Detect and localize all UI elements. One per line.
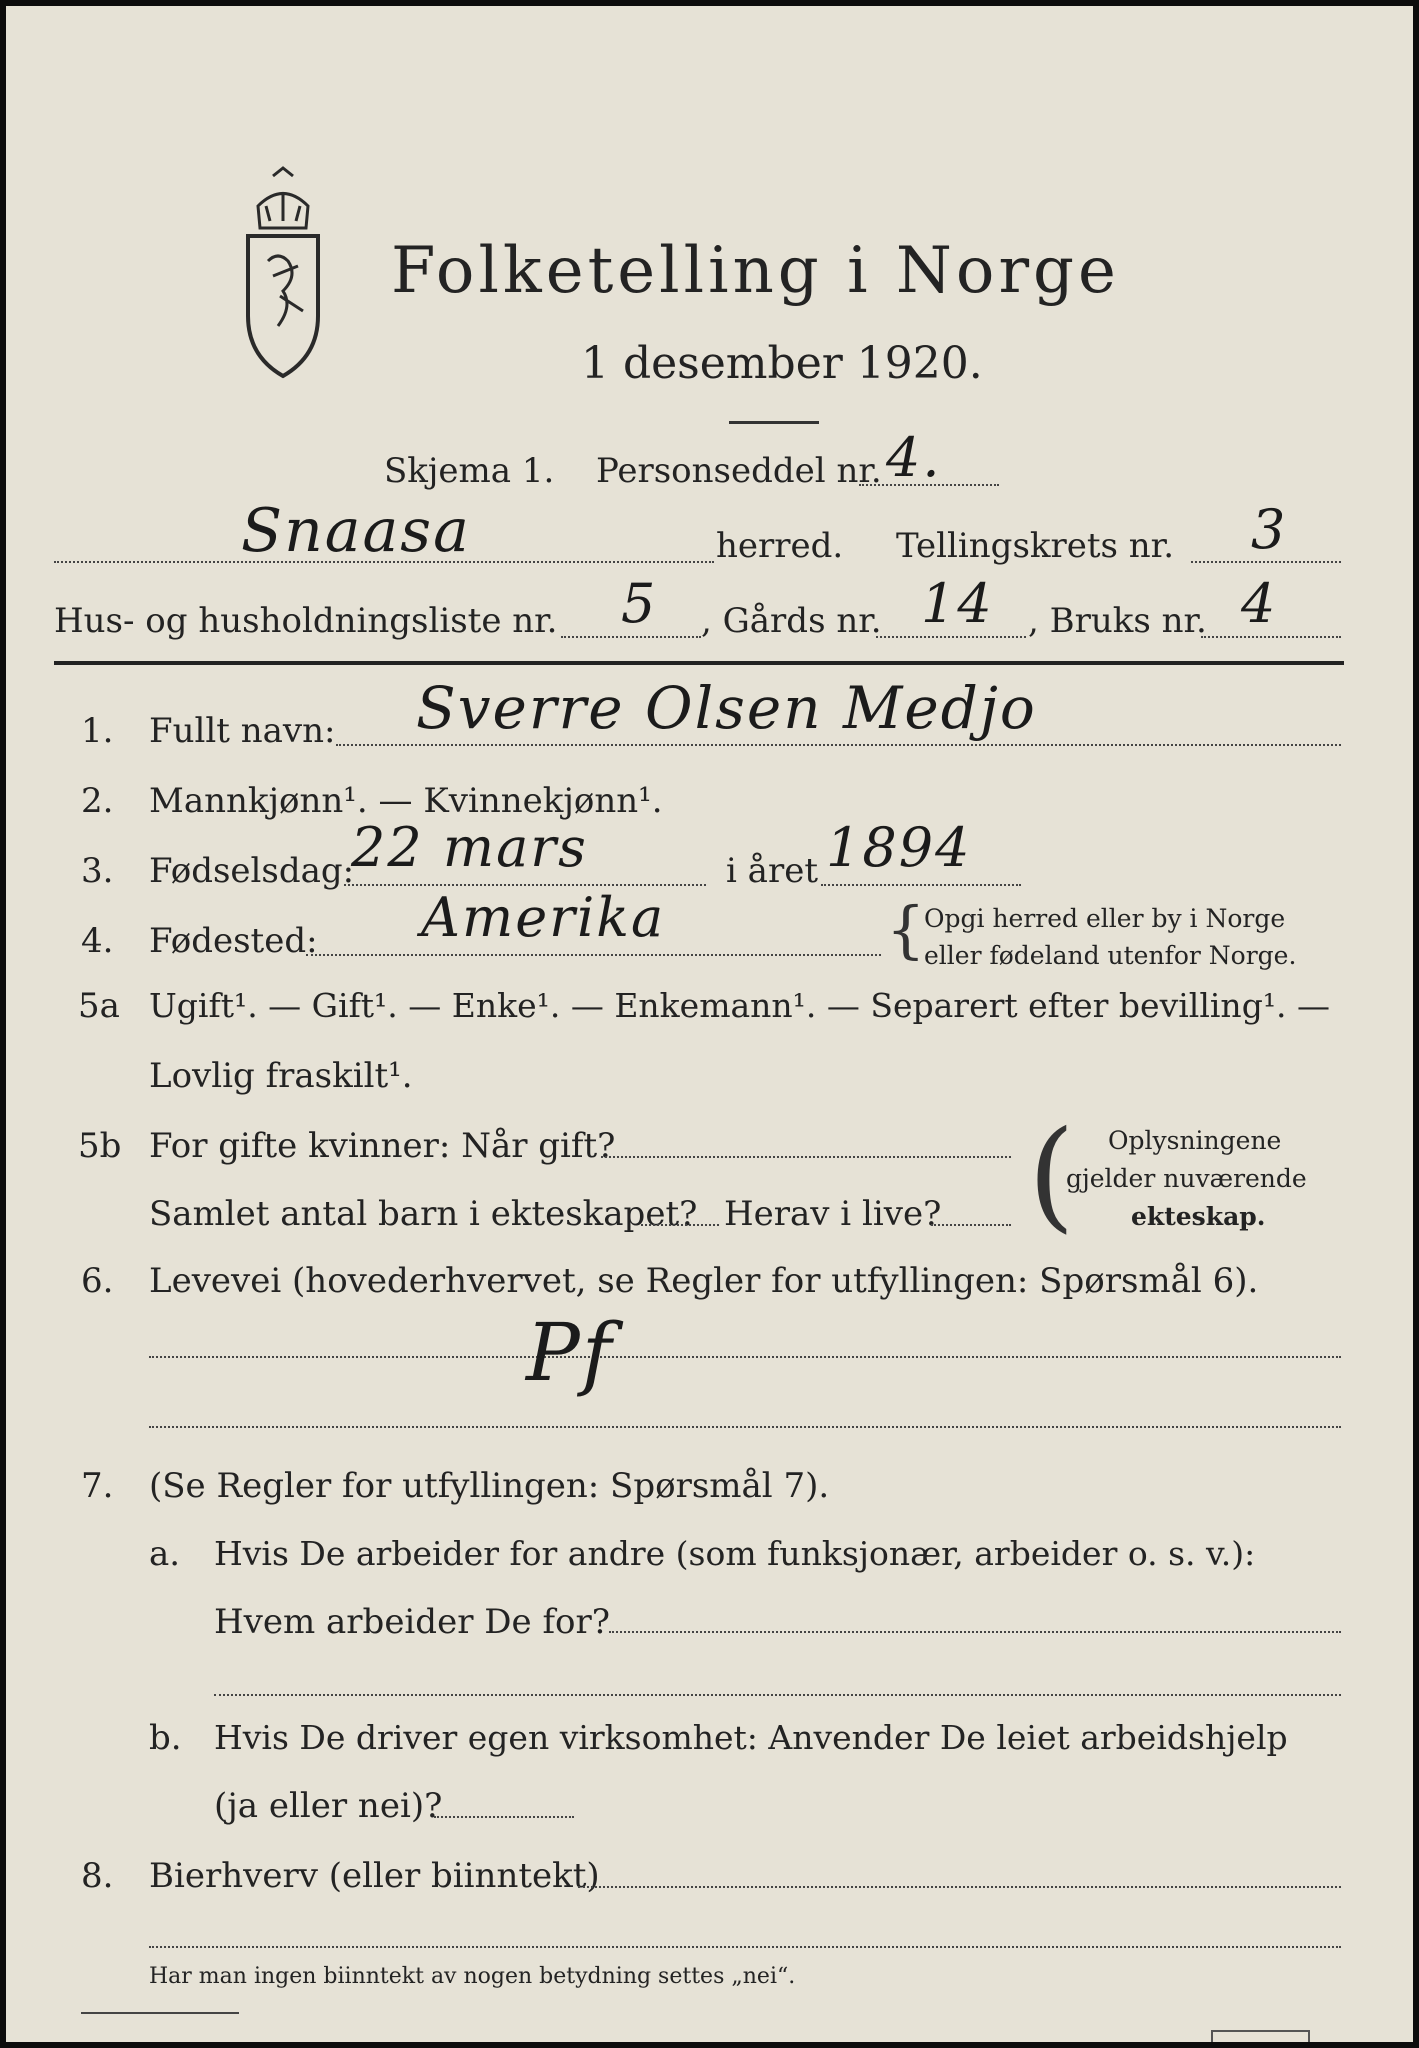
schema-label: Skjema 1.	[384, 451, 555, 491]
q8-label: Bierhverv (eller biinntekt)	[149, 1856, 600, 1896]
q1-line	[336, 744, 1341, 746]
q8-line-2	[149, 1946, 1341, 1948]
q4-value: Amerika	[421, 886, 666, 949]
bruks-line	[1201, 636, 1341, 638]
q7b-letter: b.	[149, 1718, 182, 1758]
form-title: Folketelling i Norge	[391, 234, 1120, 308]
census-form	[6, 6, 1413, 2042]
q8-line-1	[578, 1886, 1341, 1888]
q3-year-label: i året	[726, 851, 818, 891]
q3-number: 3.	[81, 851, 114, 891]
herred-label: herred.	[716, 526, 844, 566]
q7b-line2: (ja eller nei)?	[214, 1786, 443, 1826]
q3-label: Fødselsdag:	[149, 851, 355, 891]
q5b-note3: ekteskap.	[1131, 1202, 1266, 1231]
q2-text: Mannkjønn¹. — Kvinnekjønn¹.	[149, 781, 663, 821]
q7a-line-2	[214, 1694, 1341, 1696]
q5b-alive-line	[931, 1224, 1011, 1226]
q7-number: 7.	[81, 1466, 114, 1506]
q6-value: Pf	[526, 1306, 614, 1399]
header-rule	[54, 661, 1344, 665]
q1-value: Sverre Olsen Medjo	[416, 674, 1037, 742]
q7a-line-1	[609, 1631, 1341, 1633]
q4-number: 4.	[81, 921, 114, 961]
q8-number: 8.	[81, 1856, 114, 1896]
husliste-value: 5	[621, 572, 658, 635]
husliste-label: Hus- og husholdningsliste nr.	[54, 601, 558, 641]
q7-text: (Se Regler for utfyllingen: Spørsmål 7).	[149, 1466, 830, 1506]
q7a-line2: Hvem arbeider De for?	[214, 1602, 610, 1642]
q5b-children-line	[641, 1224, 719, 1226]
q5b-married-line	[601, 1156, 1011, 1158]
q3-year-line	[821, 884, 1021, 886]
gards-line	[876, 636, 1026, 638]
q6-line-2	[149, 1426, 1341, 1428]
printer-mark	[1211, 2030, 1310, 2042]
q2-number: 2.	[81, 781, 114, 821]
q3-year-value: 1894	[826, 816, 972, 879]
q6-number: 6.	[81, 1261, 114, 1301]
norwegian-coat-of-arms-icon	[218, 166, 348, 386]
q5b-note1: Oplysningene	[1108, 1126, 1282, 1155]
q5b-line1: For gifte kvinner: Når gift?	[149, 1126, 616, 1166]
personseddel-value: 4.	[886, 426, 942, 489]
q1-label: Fullt navn:	[149, 711, 336, 751]
q5b-note-brace: (	[1028, 1106, 1075, 1245]
q1-number: 1.	[81, 711, 114, 751]
q4-label: Fødested:	[149, 921, 318, 961]
q6-line-1	[149, 1356, 1341, 1358]
bruks-value: 4	[1241, 572, 1278, 635]
q5a-line2: Lovlig fraskilt¹.	[149, 1056, 413, 1096]
q5b-number: 5b	[78, 1126, 122, 1166]
bruks-label: , Bruks nr.	[1028, 601, 1207, 641]
q4-note-brace: {	[886, 893, 926, 966]
q7a-line1: Hvis De arbeider for andre (som funksjonær, arbeider o. s. v.):	[214, 1534, 1256, 1573]
footer-note: Har man ingen biinntekt av nogen betydning settes „nei“.	[149, 1964, 796, 1989]
gards-label: , Gårds nr.	[701, 601, 882, 641]
q5b-children-label: Samlet antal barn i ekteskapet?	[149, 1194, 698, 1234]
q4-note-line2: eller fødeland utenfor Norge.	[924, 941, 1297, 970]
husliste-line	[561, 636, 701, 638]
title-divider	[729, 421, 819, 424]
tellingskrets-label: Tellingskrets nr.	[896, 526, 1175, 566]
gards-value: 14	[921, 572, 994, 635]
q5b-alive-label: Herav i live?	[724, 1194, 942, 1234]
q4-note-line1: Opgi herred eller by i Norge	[924, 904, 1286, 933]
footer-rule	[81, 2012, 239, 2014]
q4-line	[306, 954, 881, 956]
q7b-line1: Hvis De driver egen virksomhet: Anvender De leiet arbeidshjelp	[214, 1718, 1288, 1757]
personseddel-label: Personseddel nr.	[596, 451, 882, 491]
census-date: 1 desember 1920.	[581, 338, 983, 389]
q5b-note2: gjelder nuværende	[1066, 1164, 1307, 1193]
q7a-letter: a.	[149, 1534, 181, 1574]
q3-day-value: 22 mars	[351, 816, 588, 879]
tellingskrets-value: 3	[1251, 498, 1288, 561]
tellingskrets-line	[1191, 561, 1341, 563]
q5a-line1: Ugift¹. — Gift¹. — Enke¹. — Enkemann¹. — Separert efter bevilling¹. —	[149, 986, 1331, 1025]
q5a-number: 5a	[78, 986, 120, 1026]
q6-text: Levevei (hovederhvervet, se Regler for utfyllingen: Spørsmål 6).	[149, 1261, 1259, 1301]
q7b-line	[434, 1816, 574, 1818]
herred-value: Snaasa	[241, 496, 471, 566]
